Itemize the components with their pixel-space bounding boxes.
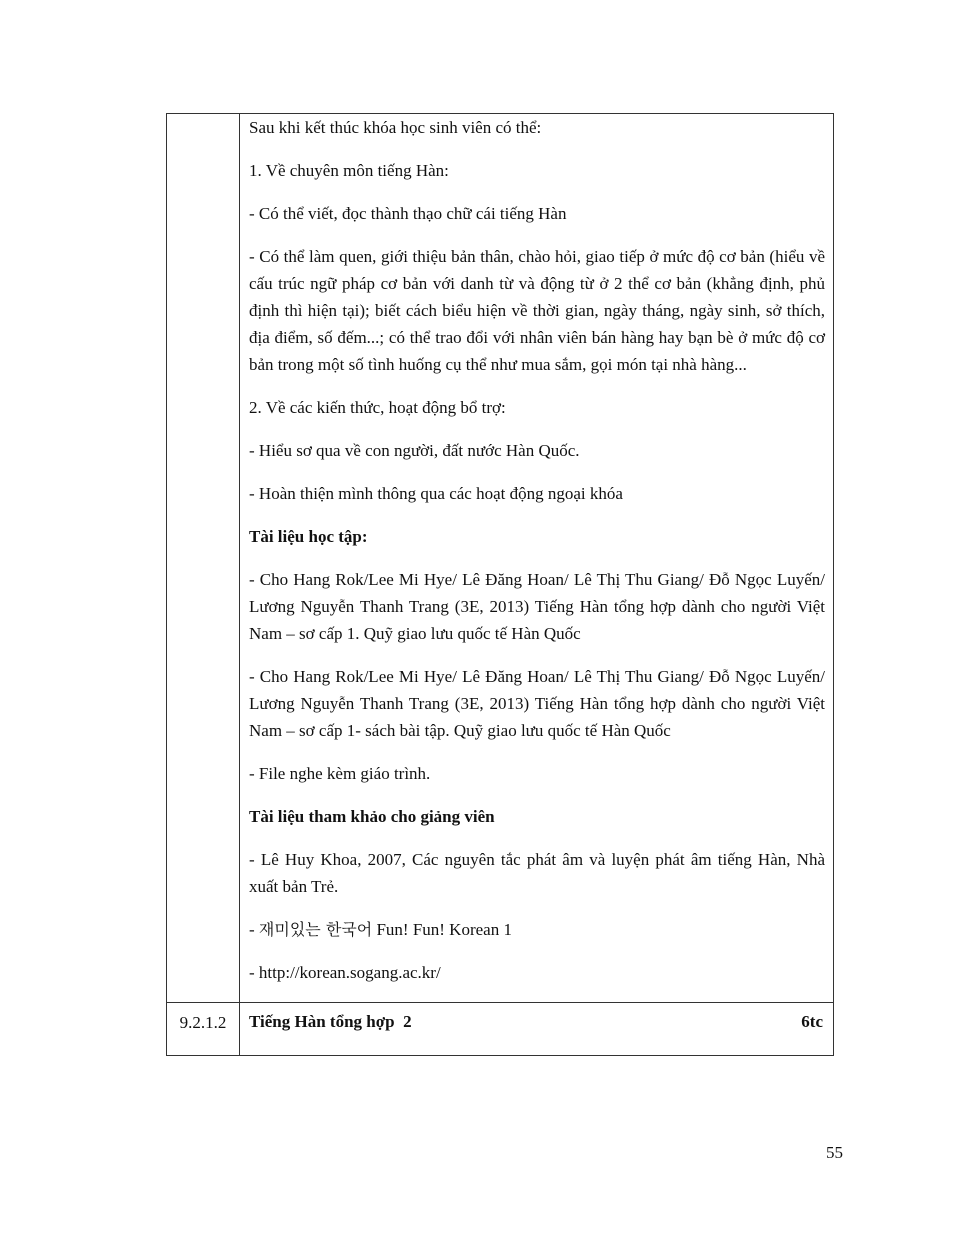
code-cell-empty	[167, 114, 240, 1002]
reference-item-1: - Lê Huy Khoa, 2007, Các nguyên tắc phát âm và luyện phát âm tiếng Hàn, Nhà xuất bản Trẻ.	[249, 850, 825, 896]
materials-heading: Tài liệu học tập:	[249, 527, 368, 546]
reference-2-prefix: -	[249, 920, 259, 939]
course-cell	[240, 1003, 833, 1055]
course-credits: 6tc	[801, 1012, 823, 1031]
section2-heading: 2. Về các kiến thức, hoạt động bổ trợ:	[249, 398, 506, 417]
course-code: 9.2.1.2	[167, 1003, 240, 1055]
reference-2-suffix: Fun! Fun! Korean 1	[372, 920, 512, 939]
material-item-1: - Cho Hang Rok/Lee Mi Hye/ Lê Đăng Hoan/ Lê Thị Thu Giang/ Đỗ Ngọc Luyến/ Lương Nguyễn Thanh Trang (3E, 2013) Tiếng Hàn tổng hợp dành cho người Việt Nam – sơ cấp 1. Quỹ giao lưu quốc tế Hàn Quốc	[249, 570, 825, 643]
reference-item-3: - http://korean.sogang.ac.kr/	[249, 963, 441, 982]
reference-2-korean-title: 재미있는 한국어	[258, 920, 373, 939]
section1-item-2: - Có thể làm quen, giới thiệu bản thân, chào hỏi, giao tiếp ở mức độ cơ bản (hiểu về cấu trúc ngữ pháp cơ bản với danh từ và động từ ở 2 thể cơ bản (khẳng định, phủ định thì hiện tại); biết cách biểu hiện về thời gian, ngày tháng, ngày sinh, sở thích, địa điểm, số đếm...; có thể trao đổi với nhân viên bán hàng hay bạn bè ở mức độ cơ bản trong một số tình huống cụ thể như mua sắm, gọi món tại nhà hàng...	[249, 247, 825, 374]
section1-heading: 1. Về chuyên môn tiếng Hàn:	[249, 161, 449, 180]
references-heading: Tài liệu tham khảo cho giảng viên	[249, 807, 495, 826]
section2-item-1: - Hiểu sơ qua về con người, đất nước Hàn Quốc.	[249, 441, 580, 460]
table-row-content	[167, 114, 833, 1002]
content-cell	[240, 114, 833, 1002]
intro-text: Sau khi kết thúc khóa học sinh viên có thể:	[249, 118, 542, 137]
table-row-course	[167, 1002, 833, 1055]
section1-item-1: - Có thể viết, đọc thành thạo chữ cái tiếng Hàn	[249, 204, 567, 223]
syllabus-table	[166, 113, 834, 1056]
page-number: 55	[826, 1143, 843, 1162]
course-title: Tiếng Hàn tổng hợp 2	[249, 1012, 412, 1031]
section2-item-2: - Hoàn thiện mình thông qua các hoạt động ngoại khóa	[249, 484, 623, 503]
material-item-3: - File nghe kèm giáo trình.	[249, 764, 431, 783]
material-item-2: - Cho Hang Rok/Lee Mi Hye/ Lê Đăng Hoan/ Lê Thị Thu Giang/ Đỗ Ngọc Luyến/ Lương Nguyễn Thanh Trang (3E, 2013) Tiếng Hàn tổng hợp dành cho người Việt Nam – sơ cấp 1- sách bài tập. Quỹ giao lưu quốc tế Hàn Quốc	[249, 667, 825, 740]
reference-item-2	[249, 916, 825, 943]
